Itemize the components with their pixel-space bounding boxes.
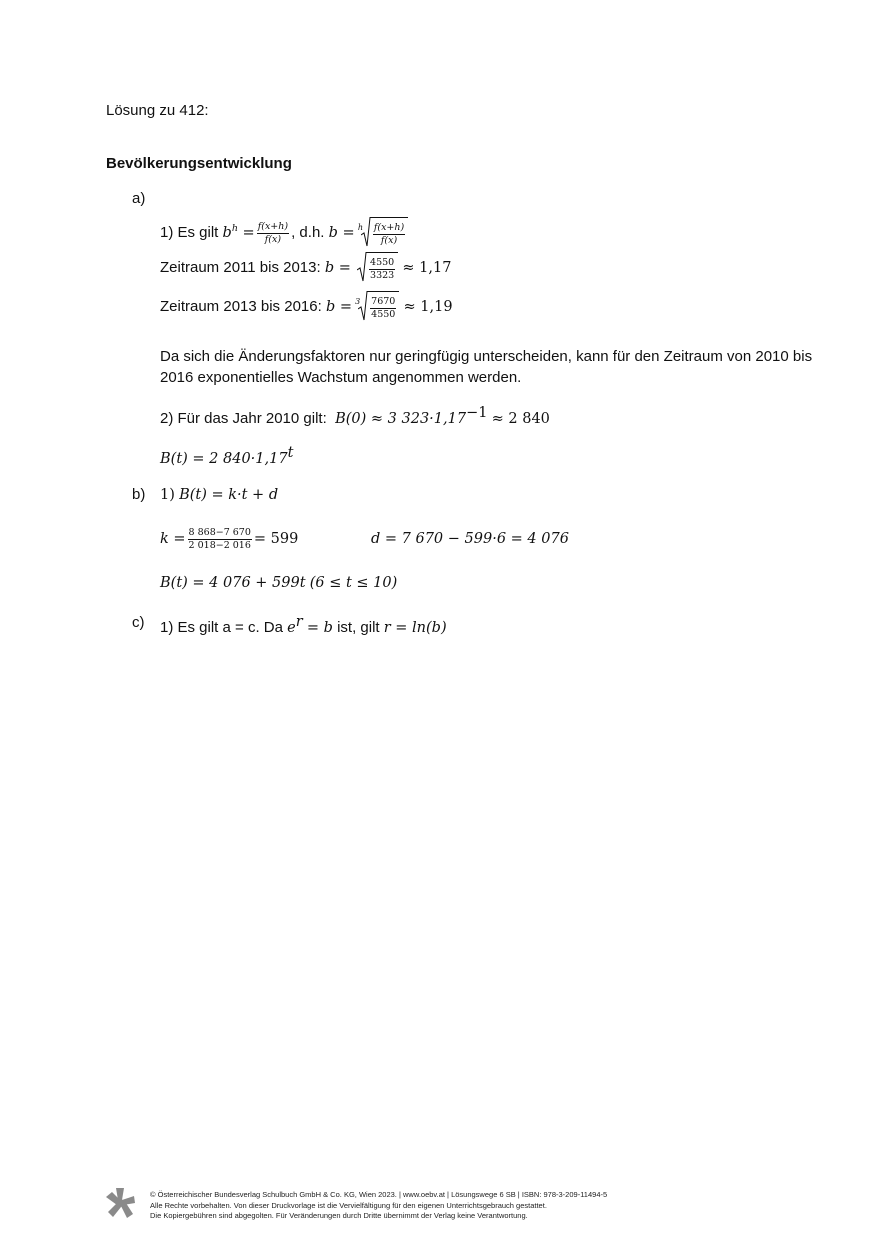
part-c-label: c) bbox=[132, 614, 145, 631]
part-a-label: a) bbox=[132, 190, 146, 207]
part-b-label: b) bbox=[132, 486, 146, 503]
formula-b: b = bbox=[328, 225, 355, 241]
page-title: Lösung zu 412: bbox=[106, 102, 209, 119]
formula-bh: $b^h$ = bbox=[222, 223, 255, 241]
footer-text: © Österreichischer Bundesverlag Schulbuch GmbH & Co. KG, Wien 2023. | www.oebv.at | Lösungswege 6 SB | ISBN: 978-3-209-11494-5 Alle Rechte vorbehalten. Von dieser Druckvorlage ist die Vervielfältigung für den eigenen Unterrichtsgebrauch gestattet. Die Kopiergebühren sind abgegolten. Für Veränderungen durch Dritte übernimmt der Verlag keine Verantwortung. bbox=[150, 1190, 608, 1220]
part-a-bt-formula: B(t) = 2 $840\cdot 1,17^t$ bbox=[160, 445, 294, 467]
part-a-period-2: Zeitraum 2013 bis 2016: b = 3 $\frac{7670}{4550}$ ≈ 1,19 bbox=[160, 291, 453, 323]
root-h: h $\frac{f(x+h)}{f(x)}$ bbox=[361, 217, 408, 249]
radical-sign-icon bbox=[361, 217, 371, 247]
radical-sign-icon bbox=[358, 291, 368, 321]
part-b-final: B(t) = 4 076 + 599t (6 ≤ t ≤ 10) bbox=[160, 575, 398, 591]
publisher-logo-icon bbox=[104, 1187, 136, 1221]
radical-sign-icon bbox=[357, 252, 367, 282]
fraction-growth: $\frac{f(x+h)}{f(x)}$ bbox=[257, 220, 289, 245]
text-dh: , d.h. bbox=[291, 224, 325, 241]
fraction-slope: $\frac{8 868-7 670}{2 018-2 016}$ bbox=[188, 526, 251, 551]
part-b-line1: 1) B(t) = k·t + d bbox=[160, 487, 279, 503]
root-period-1: $\frac{4550}{3323}$ bbox=[357, 252, 398, 284]
part-b-k-formula: k = $\frac{8 868-7 670}{2 018-2 016}$ = 599 bbox=[160, 526, 299, 551]
part-a-paragraph: Da sich die Änderungsfaktoren nur geringfügig unterscheiden, kann für den Zeitraum von 2010 bis 2016 exponentielles Wachstum angenommen werden. bbox=[160, 348, 813, 386]
part-b-d-formula: d = 7 670 − 599·6 = 4 076 bbox=[371, 531, 569, 547]
section-heading: Bevölkerungsentwicklung bbox=[106, 155, 292, 172]
part-a-line2: 2) Für das Jahr 2010 gilt: B(0) ≈ 3 $323\cdot 1,17^{-1} \approx 2$ 840 bbox=[160, 405, 550, 427]
part-a-period-1: Zeitraum 2011 bis 2013: b = $\frac{4550}{3323}$ ≈ 1,17 bbox=[160, 252, 451, 284]
root-period-2: 3 $\frac{7670}{4550}$ bbox=[358, 291, 399, 323]
text-es-gilt: 1) Es gilt bbox=[160, 224, 219, 241]
part-a-line1 bbox=[160, 214, 408, 249]
part-c-line1: 1) Es gilt a = c. Da $e^r = b$ ist, gilt r = ln(b) bbox=[160, 614, 447, 636]
